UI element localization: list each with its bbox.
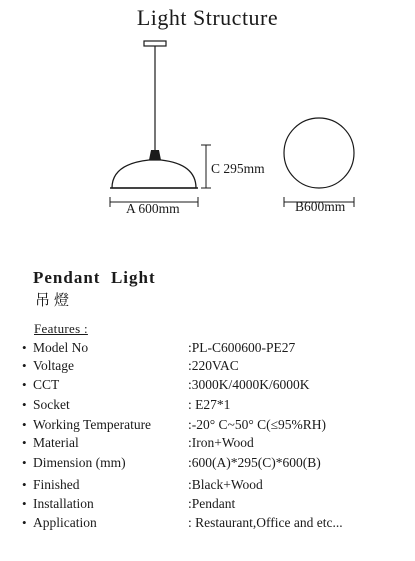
- lamp-shade: [112, 160, 196, 188]
- top-view-circle: [284, 118, 354, 188]
- dimension-c-label: C 295mm: [211, 161, 265, 176]
- spec-row-cct: [0, 377, 415, 395]
- bullet-icon: •: [22, 377, 27, 392]
- bullet-icon: •: [22, 358, 27, 373]
- spec-label: Working Temperature: [33, 417, 152, 432]
- spec-label: Model No: [33, 340, 89, 355]
- spec-row-working-temperature: [0, 417, 415, 435]
- bullet-icon: •: [22, 477, 27, 492]
- product-name: Pendant Light: [33, 268, 156, 287]
- spec-value: :-20° C~50° C(≤95%RH): [188, 417, 327, 432]
- dimension-a-label: A 600mm: [126, 201, 180, 216]
- dimension-b-label: B600mm: [295, 199, 346, 214]
- spec-label: Application: [33, 515, 97, 530]
- bullet-icon: •: [22, 496, 27, 511]
- bullet-icon: •: [22, 455, 27, 470]
- bullet-icon: •: [22, 435, 27, 450]
- spec-row-application: [0, 515, 415, 533]
- spec-row-finished: [0, 477, 415, 495]
- product-name-chinese: 吊燈: [35, 291, 74, 309]
- spec-label: Installation: [33, 496, 94, 511]
- ceiling-canopy: [144, 41, 166, 46]
- bullet-icon: •: [22, 397, 27, 412]
- spec-label: Dimension (mm): [33, 455, 126, 470]
- bullet-icon: •: [22, 417, 27, 432]
- light-structure-diagram: [0, 0, 415, 240]
- spec-value: :220VAC: [188, 358, 239, 373]
- spec-row-dimension: [0, 455, 415, 473]
- spec-row-material: [0, 435, 415, 453]
- spec-value: : Restaurant,Office and etc...: [188, 515, 343, 530]
- spec-label: Voltage: [33, 358, 74, 373]
- spec-row-installation: [0, 496, 415, 514]
- spec-label: Material: [33, 435, 79, 450]
- spec-row-voltage: [0, 358, 415, 376]
- spec-row-model: [0, 340, 415, 358]
- spec-label: Finished: [33, 477, 80, 492]
- spec-value: :PL-C600600-PE27: [188, 340, 296, 355]
- spec-value: :600(A)*295(C)*600(B): [188, 455, 321, 470]
- lamp-top-fitting: [149, 150, 161, 160]
- spec-label: Socket: [33, 397, 70, 412]
- spec-value: : E27*1: [188, 397, 231, 412]
- bullet-icon: •: [22, 340, 27, 355]
- spec-value: :Pendant: [188, 496, 236, 511]
- spec-row-socket: [0, 397, 415, 415]
- spec-label: CCT: [33, 377, 60, 392]
- spec-value: :Iron+Wood: [188, 435, 254, 450]
- spec-value: :Black+Wood: [188, 477, 263, 492]
- page-title: Light Structure: [136, 5, 279, 30]
- bullet-icon: •: [22, 515, 27, 530]
- spec-value: :3000K/4000K/6000K: [188, 377, 310, 392]
- features-heading: Features :: [34, 321, 88, 336]
